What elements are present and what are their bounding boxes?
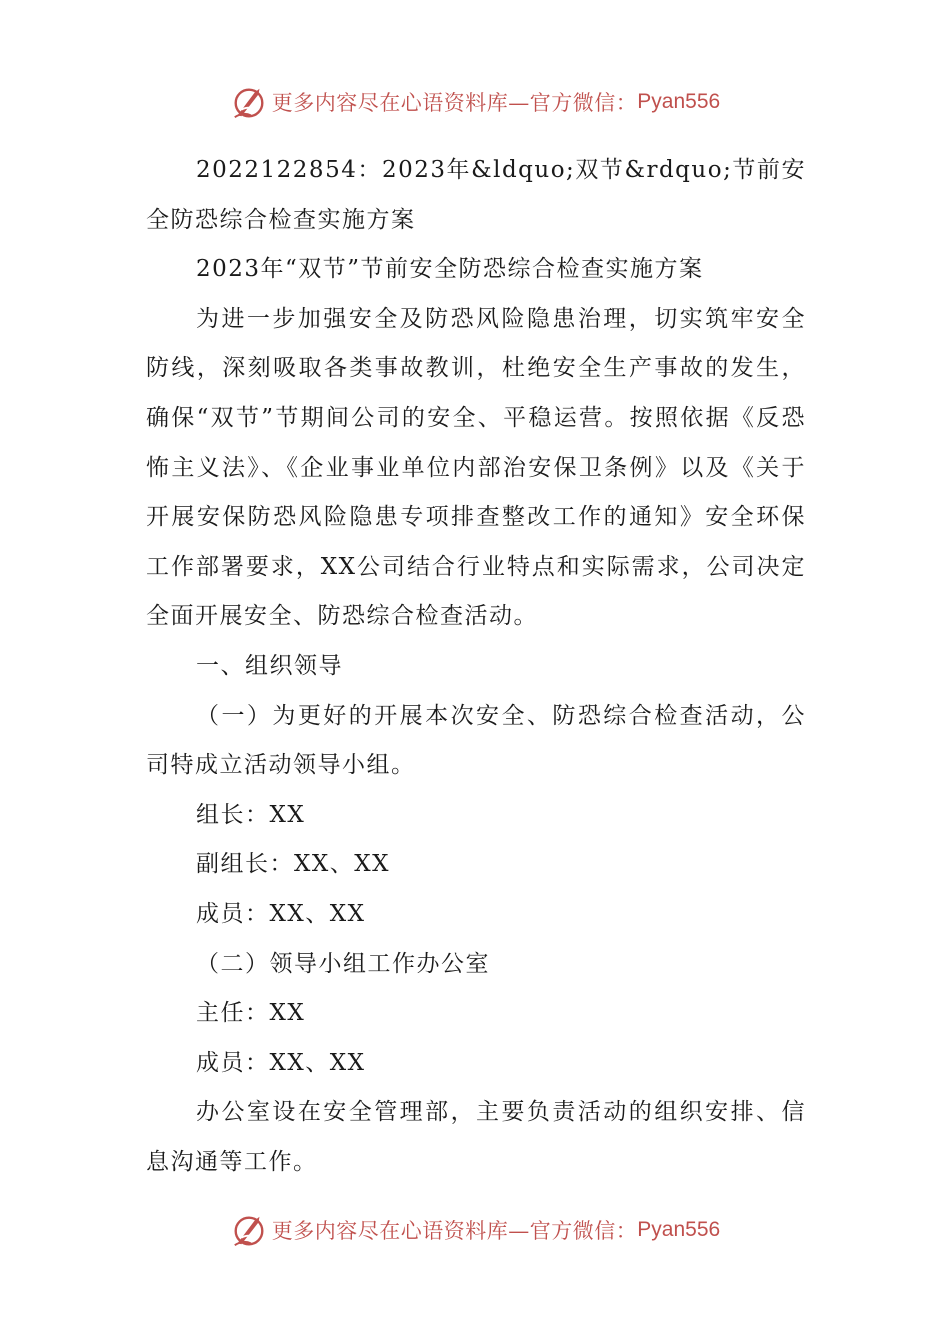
office-director: 主任：XX bbox=[196, 1000, 306, 1027]
header-watermark bbox=[0, 82, 950, 122]
pen-seal-icon bbox=[230, 83, 268, 121]
document-body bbox=[146, 146, 806, 1187]
watermark-wechat-id: Pyan556 bbox=[637, 1218, 721, 1241]
group-members: 成员：XX、XX bbox=[196, 900, 366, 927]
group-leader: 组长：XX bbox=[196, 801, 306, 828]
watermark-wechat-id: Pyan556 bbox=[637, 90, 721, 113]
subsection-office: （二）领导小组工作办公室 bbox=[196, 950, 490, 977]
office-description: 办公室设在安全管理部，主要负责活动的组织安排、信息沟通等工作。 bbox=[146, 1099, 806, 1175]
intro-paragraph: 为进一步加强安全及防恐风险隐患治理，切实筑牢安全防线，深刻吸取各类事故教训，杜绝安全生产事故的发生，确保“双节”节期间公司的安全、平稳运营。按照依据《反恐怖主义法》、《企业事业单位内部治安保卫条例》以及《关于开展安保防恐风险隐患专项排查整改工作的通知》安全环保工作部署要求，XX公司结合行业特点和实际需求，公司决定全面开展安全、防恐综合检查活动。 bbox=[146, 305, 806, 630]
pen-seal-icon bbox=[230, 1211, 268, 1249]
subsection-leadership-group: （一）为更好的开展本次安全、防恐综合检查活动，公司特成立活动领导小组。 bbox=[146, 702, 806, 779]
footer-watermark bbox=[0, 1210, 950, 1250]
section-heading-organization: 一、组织领导 bbox=[196, 652, 343, 679]
watermark-text: 更多内容尽在心语资料库—官方微信： bbox=[271, 1219, 638, 1243]
document-title: 2023年“双节”节前安全防恐综合检查实施方案 bbox=[196, 256, 704, 283]
watermark-text: 更多内容尽在心语资料库—官方微信： bbox=[271, 91, 638, 115]
deputy-leader: 副组长：XX、XX bbox=[196, 851, 390, 878]
office-members: 成员：XX、XX bbox=[196, 1049, 366, 1076]
document-heading: 2022122854：2023年&ldquo;双节&rdquo;节前安全防恐综合检查实施方案 bbox=[146, 157, 806, 233]
